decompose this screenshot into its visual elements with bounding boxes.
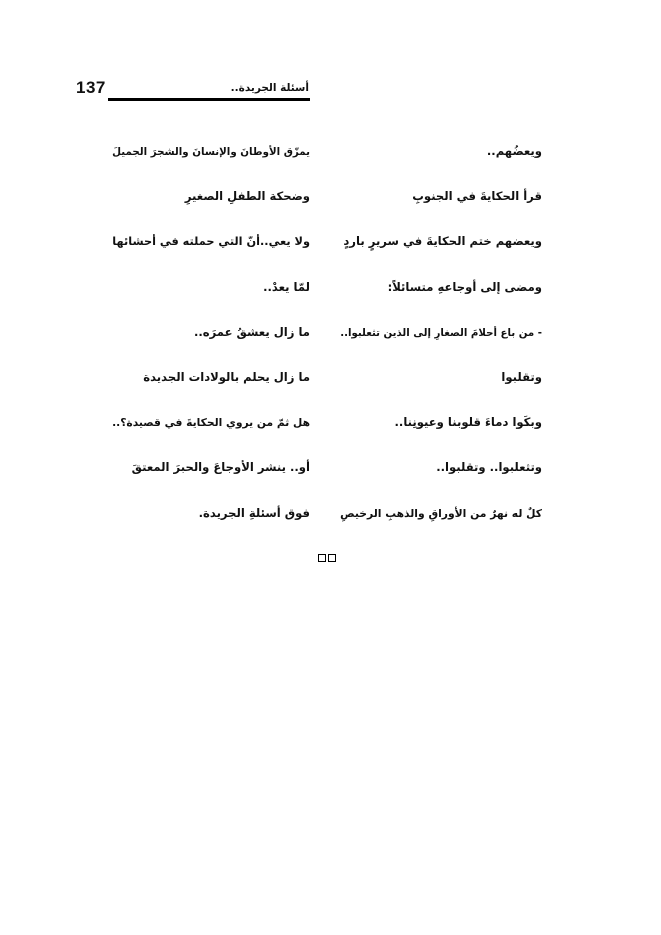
square-icon [328,554,336,562]
header-rule [108,98,310,101]
running-title: أسئلة الجريدة.. [230,82,309,94]
verse-line: وضحكة الطفلِ الصغيرِ [184,189,310,204]
verse-line: ويعضُهم.. [486,144,542,158]
square-icon [318,554,326,562]
verse-line: وتقلبوا [501,369,542,384]
verse-line: - من باع أحلامَ الصغارِ إلى الذين تثعلبوا.. [340,327,542,339]
verse-line: ويعضهم ختم الحكايةَ في سريرٍ باردٍ [343,234,542,249]
verse-line: ما زال يحلم بالولادات الجديدة [143,369,310,384]
verse-line: فوق أسئلةِ الجريدة. [198,505,310,520]
poem-right-column [336,140,542,547]
verse-line: أو.. ينشر الأوجاعَ والحبرَ المعتقَ [131,460,310,475]
verse-line: وتثعلبوا.. وتقلبوا.. [436,460,542,475]
page-number: 137 [76,78,106,97]
verse-line: يمزّق الأوطانَ والإنسانَ والشجرَ الجميلَ [112,146,310,158]
verse-line: ولا يعي..أنّ التي حملته في أحشائها [112,235,310,249]
double-square-ornament-icon [318,554,336,562]
verse-line: لمّا يعدْ.. [263,279,310,294]
poem-left-column [108,140,310,547]
verse-line: ما زال يعشقُ عمرَه.. [193,324,310,339]
verse-line: ومضى إلى أوجاعهِ متسائلاً: [387,279,542,294]
verse-line: هل ثمّ من يروي الحكايةَ في قصيدة؟.. [112,416,310,430]
verse-line: قرأ الحكايةَ في الجنوبِ [412,189,542,204]
verse-line: كلٌ له نهرٌ من الأوراقِ والذهبِ الرخيصِ [340,506,542,520]
verse-line: وبكَوا دماءَ قلوبنا وعيونِنا.. [394,415,542,430]
